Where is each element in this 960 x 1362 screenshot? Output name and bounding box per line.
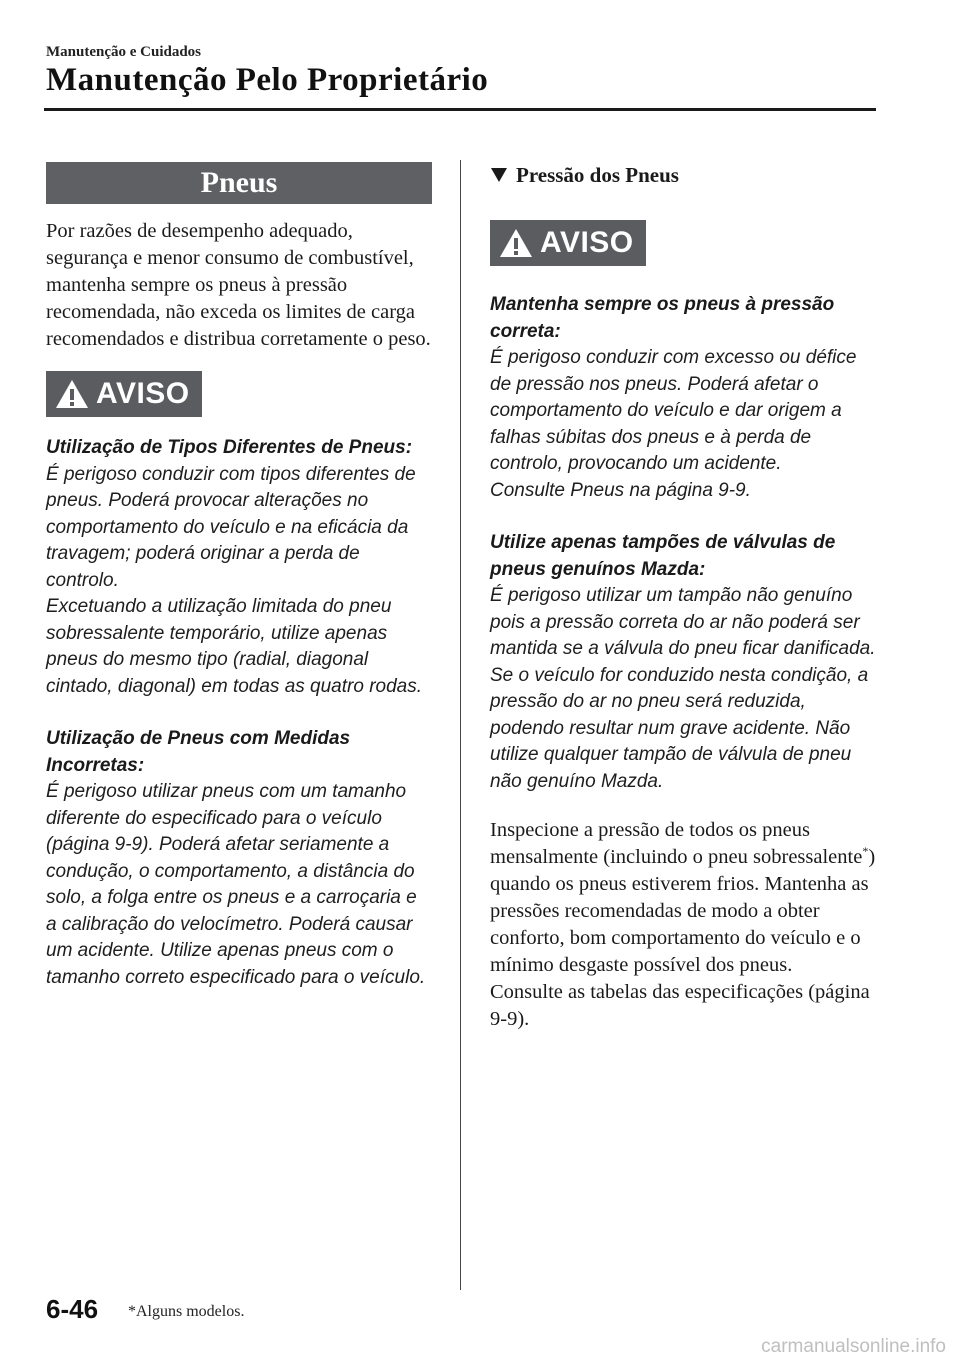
warning-title: Utilização de Pneus com Medidas Incorretas:: [46, 728, 351, 776]
triangle-bullet-icon: [490, 167, 508, 183]
heading-rule: [44, 108, 876, 111]
warning-body: É perigoso utilizar pneus com um tamanho diferente do especificado para o veículo (página 9-9). Poderá afetar seriamente a condução, o comportamento, a distância do solo, a folga entre os pneus e a carroçaria e a calibração do velocímetro. Poderá causar um acidente. Utilize apenas pneus com o tamanho correto especificado para o veículo.: [46, 781, 426, 988]
pressure-subheading: [490, 158, 882, 192]
warning-title: Mantenha sempre os pneus à pressão correta:: [490, 294, 835, 342]
warning-body: É perigoso conduzir com tipos diferentes de pneus. Poderá provocar alterações no comportamento do veículo e na eficácia da travagem; poderá originar a perda de controlo.: [46, 463, 416, 591]
warning-badge-wrap: [490, 220, 882, 266]
section-kicker: Manutenção e Cuidados: [46, 44, 202, 60]
warning-item: [46, 726, 432, 991]
column-divider: [460, 160, 461, 1290]
warning-body: É perigoso utilizar um tampão não genuíno pois a pressão correta do ar não poderá ser mantida se a válvula do pneu ficar danificada. Se o veículo for conduzido nesta condição, a pressão do ar no pneu será reduzida, podendo resultar num grave acidente. Não utilize qualquer tampão de válvula de pneu não genuíno Mazda.: [490, 585, 876, 792]
warning-label: AVISO: [96, 377, 190, 410]
left-column: [46, 162, 432, 991]
warning-body: Excetuando a utilização limitada do pneu sobressalente temporário, utilize apenas pneus do mesmo tipo (radial, diagonal cintado, diagonal) em todas as quatro rodas.: [46, 596, 423, 697]
specs-reference: Consulte as tabelas das especificações (página 9-9).: [490, 981, 870, 1030]
pressure-paragraph: [490, 817, 882, 979]
warning-triangle-icon: [54, 378, 90, 410]
watermark: carmanualsonline.info: [761, 1336, 946, 1357]
warning-badge: [46, 371, 202, 417]
page-number: 6-46: [46, 1294, 99, 1324]
footnote: *Alguns modelos.: [128, 1303, 245, 1320]
warning-title: Utilização de Tipos Diferentes de Pneus:: [46, 437, 413, 458]
warning-triangle-icon: [498, 227, 534, 259]
right-column: [490, 158, 882, 1033]
tires-intro: Por razões de desempenho adequado, segurança e menor consumo de combustível, mantenha sempre os pneus à pressão recomendada, não exceda os limites de carga recomendados e distribua corretamente o peso.: [46, 220, 431, 350]
paragraph-text: ) quando os pneus estiverem frios. Mantenha as pressões recomendadas de modo a obter conforto, bom comportamento do veículo e o mínimo desgaste possível dos pneus.: [490, 846, 876, 976]
warning-title: Utilize apenas tampões de válvulas de pneus genuínos Mazda:: [490, 532, 836, 580]
warning-body: É perigoso conduzir com excesso ou défice de pressão nos pneus. Poderá afetar o comportamento do veículo e dar origem a falhas súbitas dos pneus e à perda de controlo, provocando um acidente.: [490, 347, 857, 474]
footnote-marker: *: [862, 844, 869, 859]
warning-label: AVISO: [540, 226, 634, 259]
warning-badge: [490, 220, 646, 266]
paragraph-text: Inspecione a pressão de todos os pneus mensalmente (incluindo o pneu sobressalente: [490, 819, 863, 868]
warning-item: [46, 435, 432, 700]
page-title: Manutenção Pelo Proprietário: [46, 62, 489, 98]
warning-body: Consulte Pneus na página 9-9.: [490, 479, 751, 501]
warning-badge-wrap: [46, 371, 432, 417]
tires-heading: Pneus: [46, 162, 432, 204]
warning-item: [490, 292, 882, 504]
subheading-text: Pressão dos Pneus: [516, 162, 679, 187]
warning-item: [490, 530, 882, 795]
